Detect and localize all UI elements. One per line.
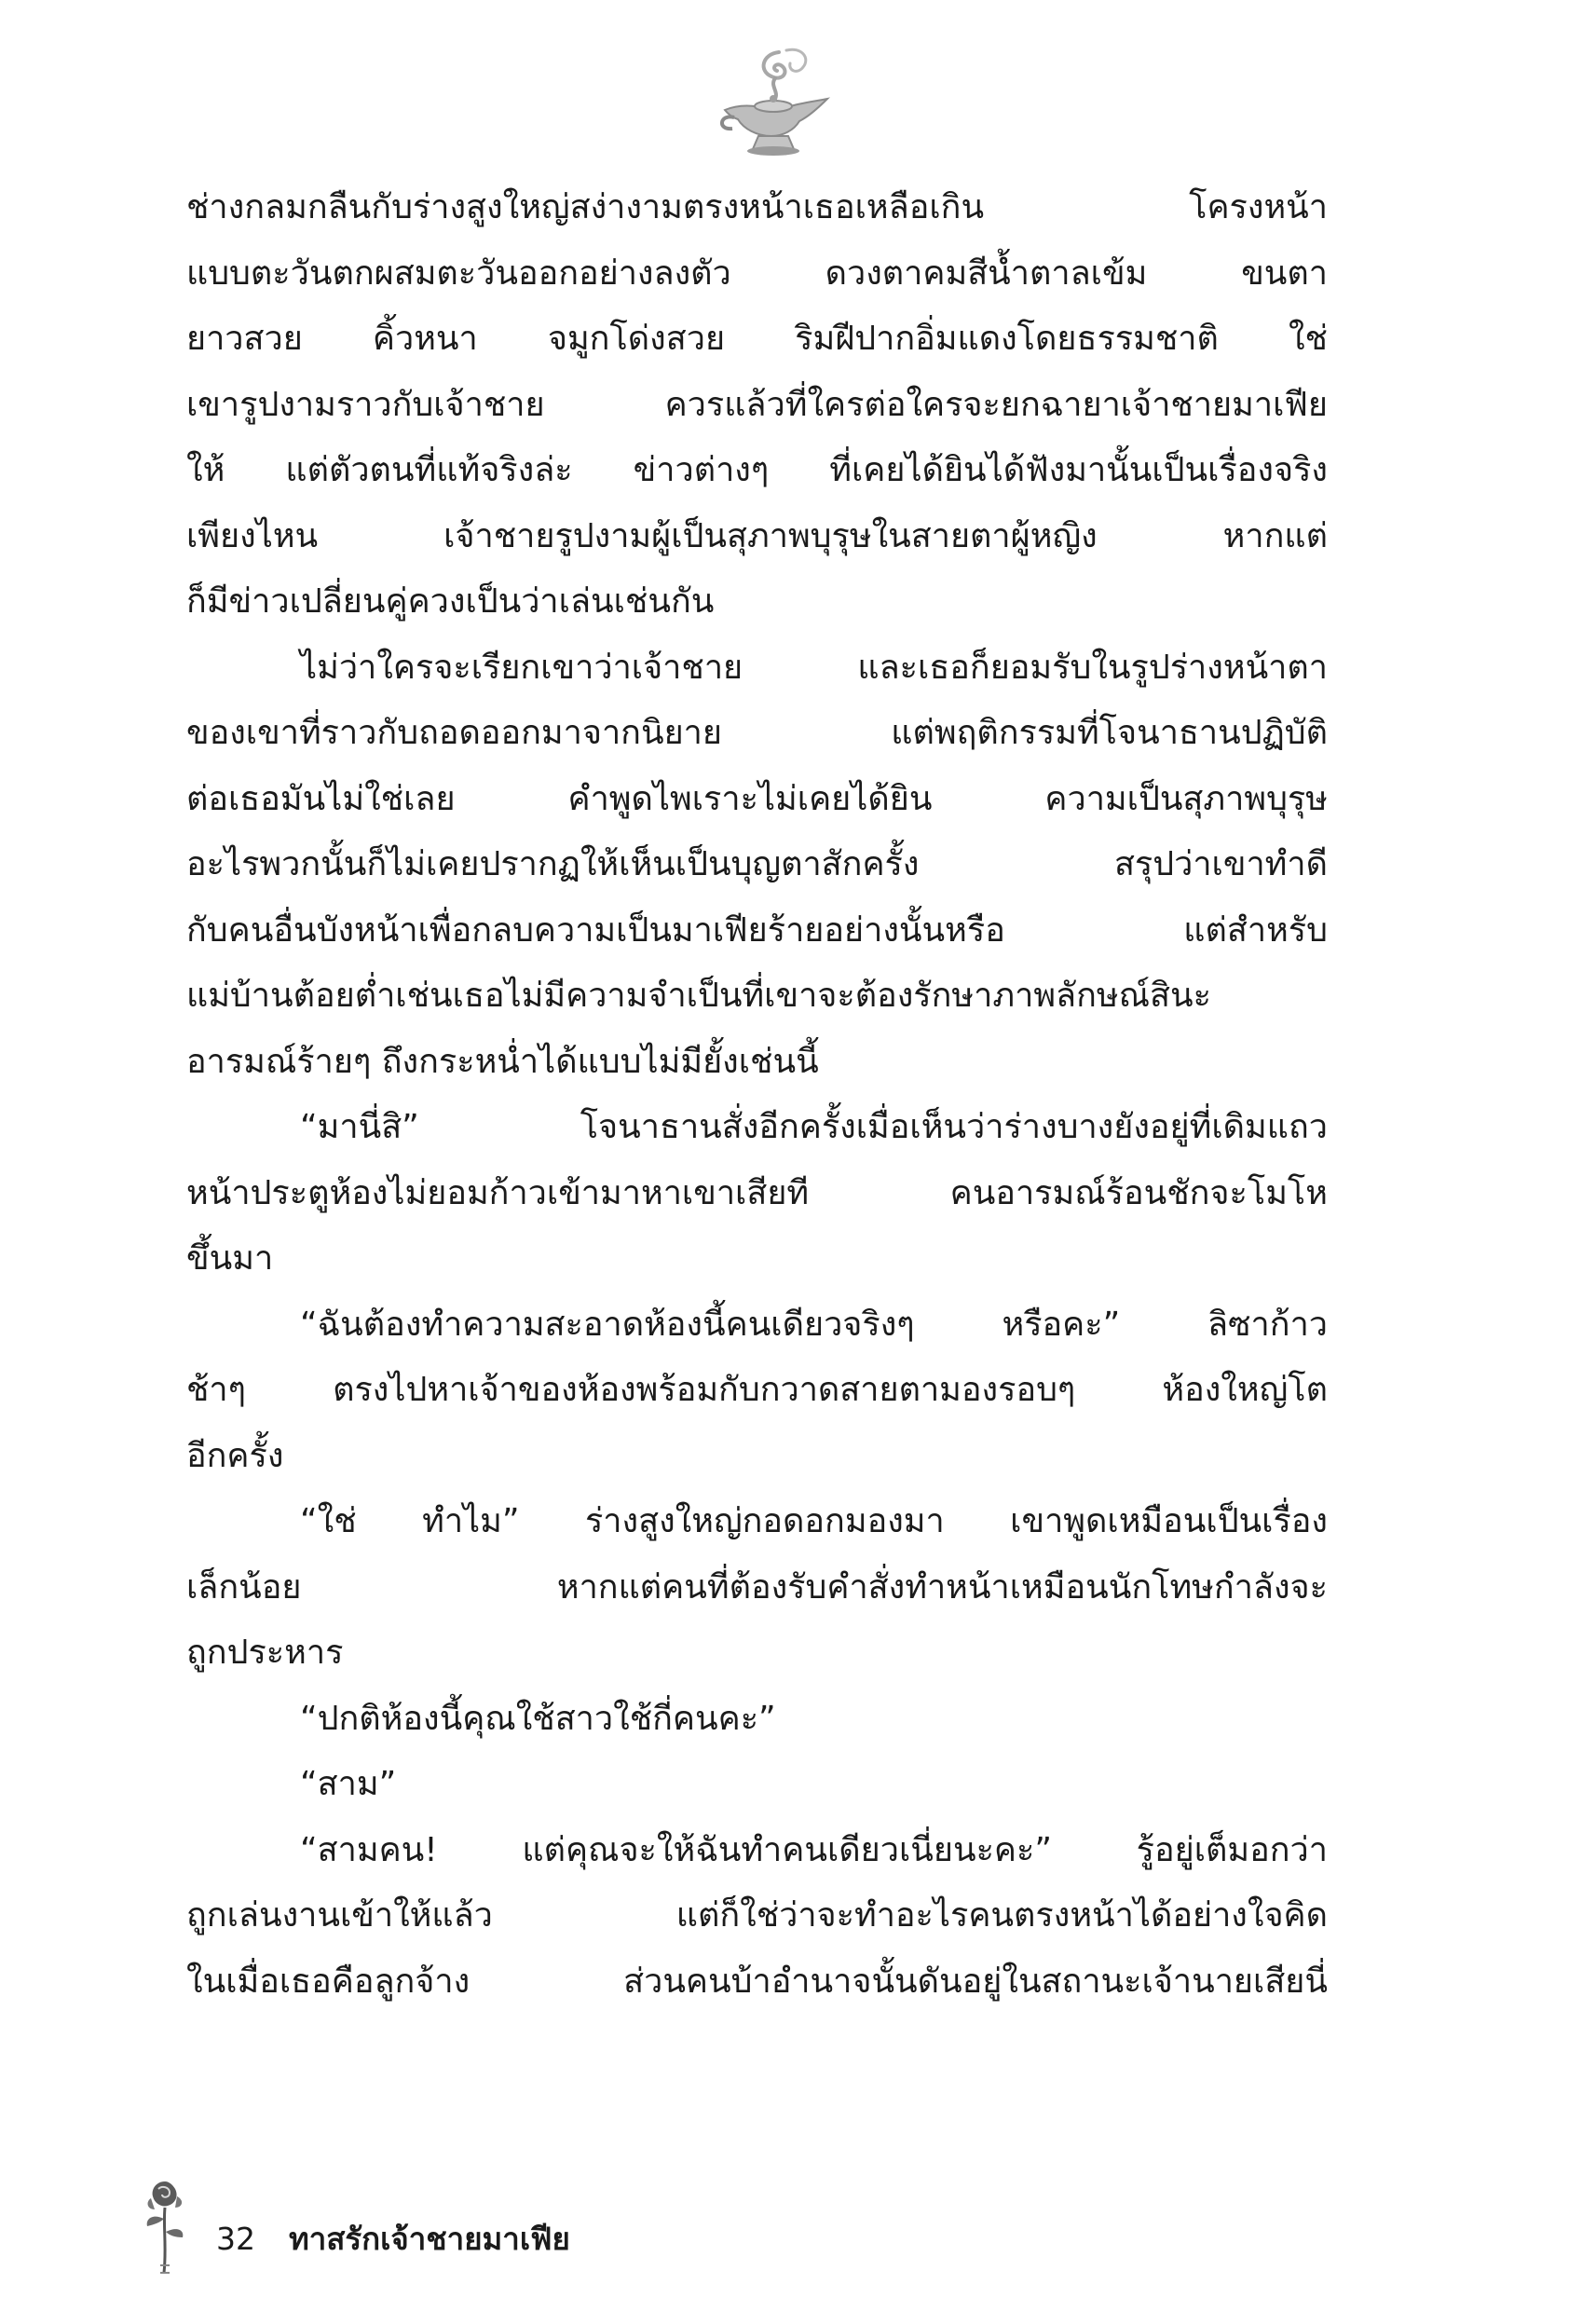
text-line: อีกครั้ง bbox=[186, 1436, 284, 1475]
text-line: ในเมื่อเธอคือลูกจ้าง ส่วนคนบ้าอำนาจนั้นดันอยู่ในสถานะเจ้านายเสียนี่ bbox=[186, 1962, 1328, 2001]
page-footer bbox=[140, 2176, 792, 2278]
text-line: เพียงไหน เจ้าชายรูปงามผู้เป็นสุภาพบุรุษในสายตาผู้หญิง หากแต่ bbox=[186, 516, 1328, 555]
body-text bbox=[186, 175, 1328, 2146]
text-line: อะไรพวกนั้นก็ไม่เคยปรากฏให้เห็นเป็นบุญตาสักครั้ง สรุปว่าเขาทำดี bbox=[186, 845, 1328, 883]
rose-icon bbox=[140, 2176, 190, 2278]
text-line: ช้าๆ ตรงไปหาเจ้าของห้องพร้อมกับกวาดสายตามองรอบๆ ห้องใหญ่โต bbox=[186, 1371, 1328, 1409]
text-line: ก็มีข่าวเปลี่ยนคู่ควงเป็นว่าเล่นเช่นกัน bbox=[186, 582, 715, 621]
paragraph-start-line: ไม่ว่าใครจะเรียกเขาว่าเจ้าชาย และเธอก็ยอมรับในรูปร่างหน้าตา bbox=[300, 648, 1328, 687]
text-line: ของเขาที่ราวกับถอดออกมาจากนิยาย แต่พฤติกรรมที่โจนาธานปฏิบัติ bbox=[186, 714, 1328, 752]
paragraph-start-line: “ใช่ ทำไม” ร่างสูงใหญ่กอดอกมองมา เขาพูดเหมือนเป็นเรื่อง bbox=[300, 1502, 1328, 1540]
text-line: เล็กน้อย หากแต่คนที่ต้องรับคำสั่งทำหน้าเหมือนนักโทษกำลังจะ bbox=[186, 1567, 1328, 1607]
genie-lamp-icon bbox=[697, 45, 855, 166]
text-line: เขารูปงามราวกับเจ้าชาย ควรแล้วที่ใครต่อใครจะยกฉายาเจ้าชายมาเฟีย bbox=[186, 385, 1328, 424]
paragraph-start-line: “สาม” bbox=[300, 1765, 397, 1803]
text-line: ขึ้นมา bbox=[186, 1239, 274, 1278]
paragraph-start-line: “มานี่สิ” โจนาธานสั่งอีกครั้งเมื่อเห็นว่าร่างบางยังอยู่ที่เดิมแถว bbox=[300, 1108, 1328, 1146]
book-title: ทาสรักเจ้าชายมาเฟีย bbox=[289, 2221, 570, 2257]
text-line: แม่บ้านต้อยต่ำเช่นเธอไม่มีความจำเป็นที่เขาจะต้องรักษาภาพลักษณ์สินะ bbox=[186, 977, 1211, 1015]
text-line: หน้าประตูห้องไม่ยอมก้าวเข้ามาหาเขาเสียที คนอารมณ์ร้อนชักจะโมโห bbox=[186, 1173, 1328, 1212]
text-line: ช่างกลมกลืนกับร่างสูงใหญ่สง่างามตรงหน้าเธอเหลือเกิน โครงหน้า bbox=[186, 188, 1328, 226]
text-line: ต่อเธอมันไม่ใช่เลย คำพูดไพเราะไม่เคยได้ยิน ความเป็นสุภาพบุรุษ bbox=[186, 779, 1328, 818]
page-number: 32 bbox=[216, 2221, 255, 2257]
text-line: อารมณ์ร้ายๆ ถึงกระหน่ำได้แบบไม่มียั้งเช่นนี้ bbox=[186, 1042, 819, 1081]
text-line: ให้ แต่ตัวตนที่แท้จริงล่ะ ข่าวต่างๆ ที่เคยได้ยินได้ฟังมานั้นเป็นเรื่องจริง bbox=[186, 451, 1328, 489]
paragraph-start-line: “ปกติห้องนี้คุณใช้สาวใช้กี่คนคะ” bbox=[300, 1699, 776, 1738]
text-line: ถูกเล่นงานเข้าให้แล้ว แต่ก็ใช่ว่าจะทำอะไรคนตรงหน้าได้อย่างใจคิด bbox=[186, 1896, 1328, 1935]
text-line: ถูกประหาร bbox=[186, 1634, 344, 1672]
text-line: กับคนอื่นบังหน้าเพื่อกลบความเป็นมาเฟียร้ายอย่างนั้นหรือ แต่สำหรับ bbox=[186, 910, 1328, 950]
paragraph-start-line: “ฉันต้องทำความสะอาดห้องนี้คนเดียวจริงๆ หรือคะ” ลิซาก้าว bbox=[300, 1305, 1328, 1344]
paragraph-start-line: “สามคน! แต่คุณจะให้ฉันทำคนเดียวเนี่ยนะคะ” รู้อยู่เต็มอกว่า bbox=[300, 1830, 1328, 1869]
text-line: ยาวสวย คิ้วหนา จมูกโด่งสวย ริมฝีปากอิ่มแดงโดยธรรมชาติ ใช่ bbox=[186, 320, 1328, 358]
text-line: แบบตะวันตกผสมตะวันออกอย่างลงตัว ดวงตาคมสีน้ำตาลเข้ม ขนตา bbox=[186, 253, 1328, 293]
